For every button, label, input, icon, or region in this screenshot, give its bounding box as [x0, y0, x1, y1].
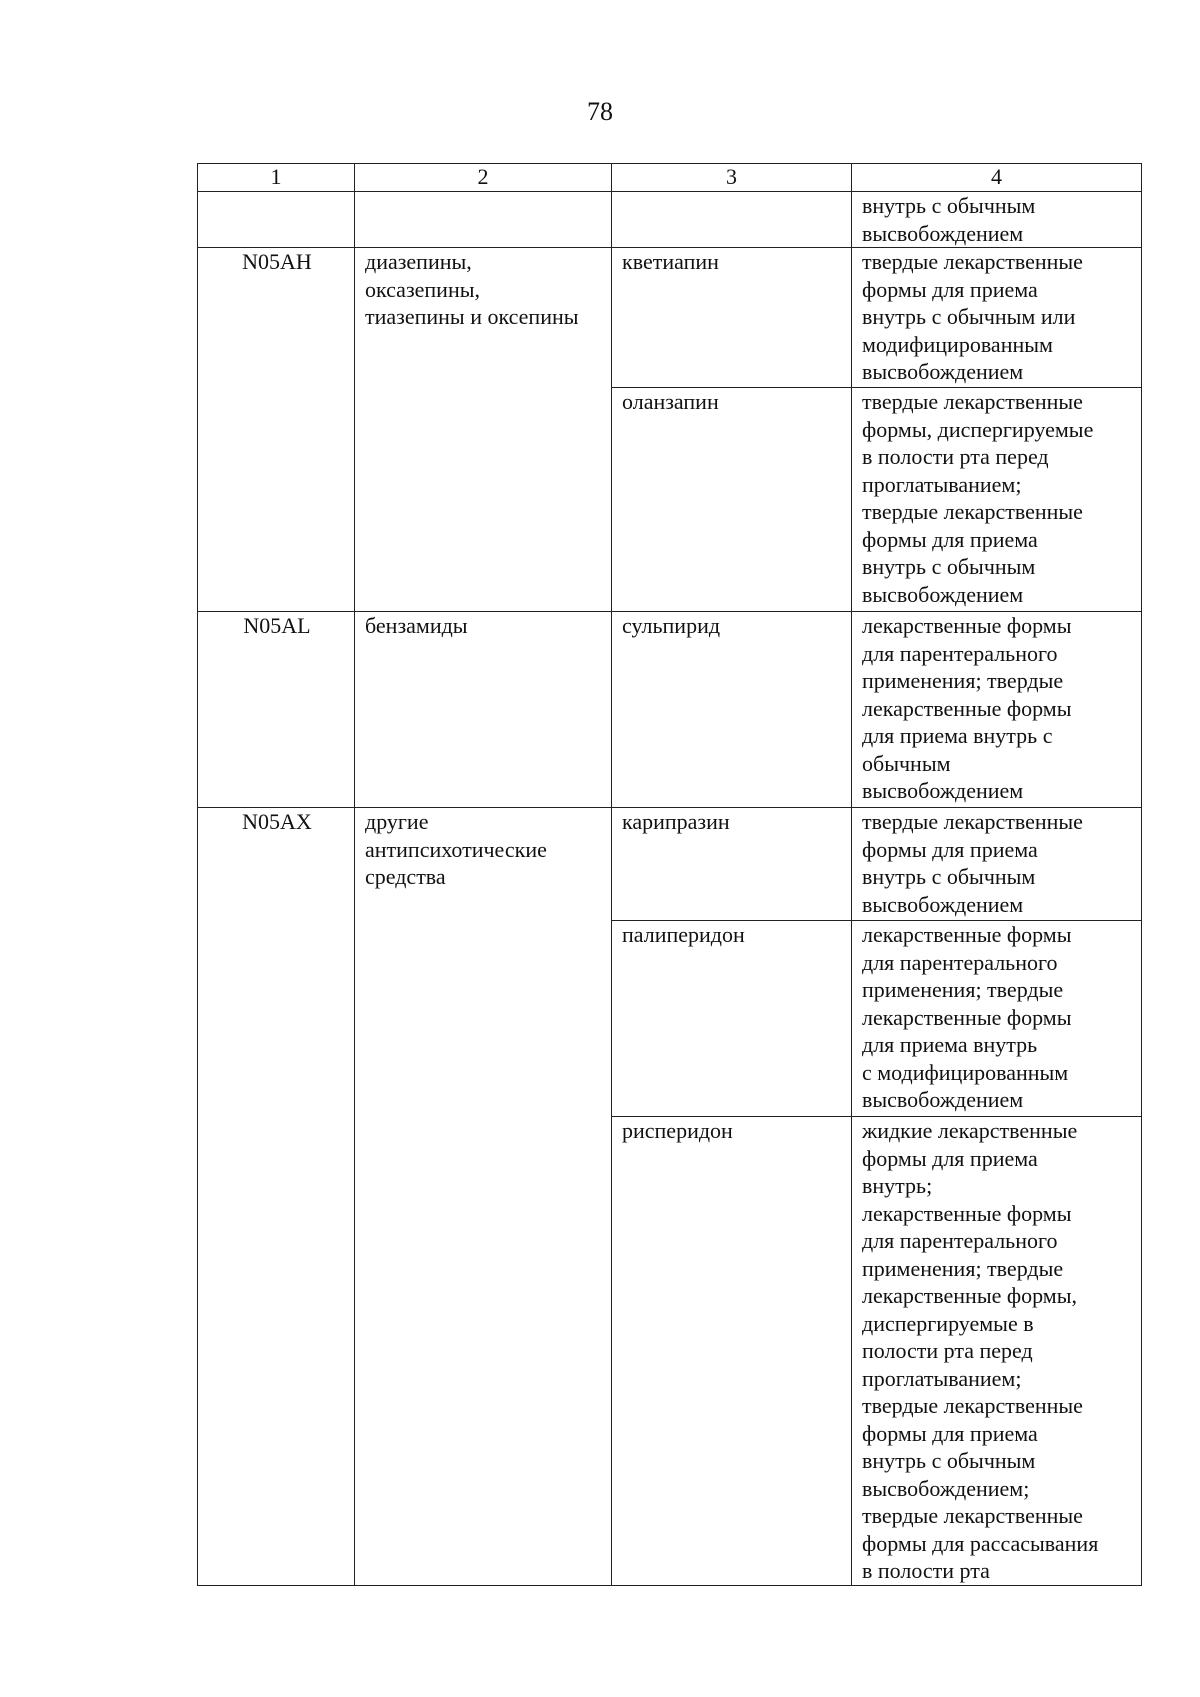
dosage-forms-cell — [852, 921, 1142, 1117]
table-row-continuation — [198, 192, 1142, 248]
dosage-forms-text: твердые лекарственные формы, диспергируемые в полости рта перед проглатыванием; твердые лекарственные формы для приема внутрь с обычным высвобождением — [862, 389, 1094, 607]
dosage-forms-text: лекарственные формы для парентерального применения; твердые лекарственные формы для приема внутрь с модифицированным высвобождением — [862, 922, 1072, 1112]
group-name-cell — [355, 808, 612, 1586]
group-name: диазепины, оксазепины, тиазепины и оксепины — [365, 249, 579, 329]
table-header-row — [198, 164, 1142, 192]
table-row — [198, 612, 1142, 808]
dosage-forms-text: жидкие лекарственные формы для приема внутрь; лекарственные формы для парентерального применения; твердые лекарственные формы, диспергируемые в полости рта перед проглатыванием; твердые лекарственные формы для приема внутрь с обычным высвобождением; твердые лекарственные формы для рассасывания в полости рта — [862, 1118, 1099, 1583]
group-name-cell — [355, 612, 612, 808]
dosage-forms-text: внутрь с обычным высвобождением — [862, 193, 1036, 246]
drug-table — [197, 163, 1142, 1586]
dosage-forms-text: твердые лекарственные формы для приема внутрь с обычным высвобождением — [862, 809, 1083, 917]
dosage-forms-cell — [852, 1117, 1142, 1586]
drug-name: палиперидон — [622, 922, 745, 947]
atc-code: N05AH — [242, 249, 312, 274]
dosage-forms-cell — [852, 612, 1142, 808]
atc-code-cell — [198, 612, 355, 808]
dosage-forms-cell — [852, 192, 1142, 248]
group-name-cell — [355, 248, 612, 612]
page-number: 78 — [587, 97, 613, 126]
table-row — [198, 808, 1142, 921]
drug-name: оланзапин — [622, 389, 719, 414]
drug-name-cell — [612, 1117, 852, 1586]
drug-name-cell — [612, 921, 852, 1117]
drug-name-cell — [612, 612, 852, 808]
atc-code-cell — [198, 808, 355, 1586]
drug-name: кветиапин — [622, 249, 719, 274]
group-name: бензамиды — [365, 613, 468, 638]
group-name: другие антипсихотические средства — [365, 809, 547, 889]
drug-name: рисперидон — [622, 1118, 733, 1143]
group-name-cell — [355, 192, 612, 248]
drug-name-cell — [612, 248, 852, 388]
drug-name-cell — [612, 388, 852, 612]
drug-name-cell — [612, 192, 852, 248]
dosage-forms-cell — [852, 808, 1142, 921]
column-header-2: 2 — [355, 164, 612, 192]
drug-name: сульпирид — [622, 613, 721, 638]
atc-code-cell — [198, 192, 355, 248]
atc-code: N05AX — [242, 809, 312, 834]
drug-name-cell — [612, 808, 852, 921]
column-header-3: 3 — [612, 164, 852, 192]
dosage-forms-cell — [852, 388, 1142, 612]
column-header-4: 4 — [852, 164, 1142, 192]
drug-name: карипразин — [622, 809, 730, 834]
dosage-forms-cell — [852, 248, 1142, 388]
table-row — [198, 248, 1142, 388]
column-header-1: 1 — [198, 164, 355, 192]
atc-code: N05AL — [243, 613, 311, 638]
dosage-forms-text: лекарственные формы для парентерального применения; твердые лекарственные формы для приема внутрь с обычным высвобождением — [862, 613, 1072, 803]
atc-code-cell — [198, 248, 355, 612]
dosage-forms-text: твердые лекарственные формы для приема внутрь с обычным или модифицированным высвобождением — [862, 249, 1083, 384]
